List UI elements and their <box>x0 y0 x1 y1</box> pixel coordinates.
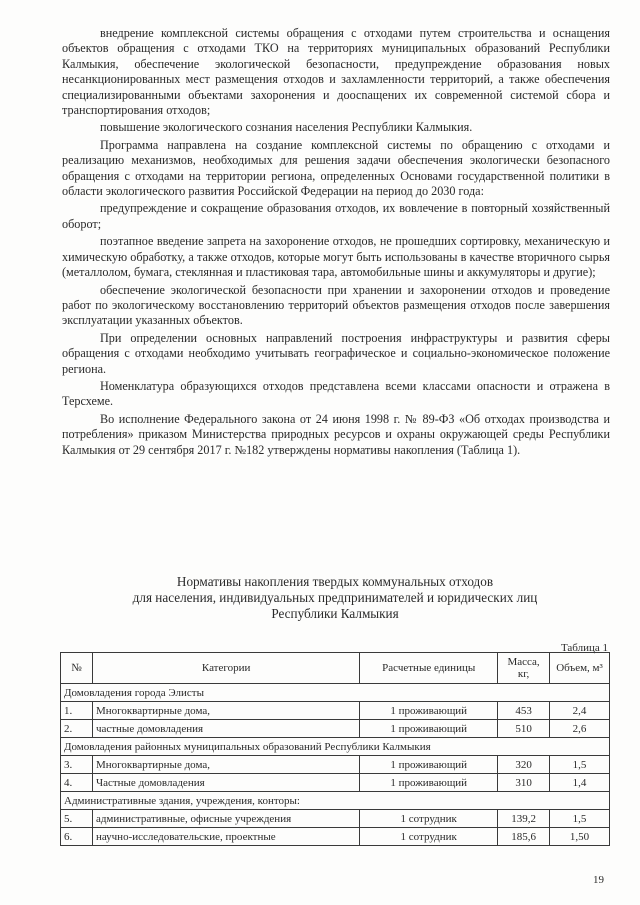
caption-line: Нормативы накопления твердых коммунальных отходов <box>176 574 494 589</box>
cell-unit: 1 проживающий <box>360 702 498 720</box>
cell-mass: 310 <box>498 774 550 792</box>
table-row <box>61 774 610 792</box>
table-label: Таблица 1 <box>560 642 608 654</box>
body-text <box>62 26 610 460</box>
cell-unit: 1 сотрудник <box>360 810 498 828</box>
header-mass: Масса, кг, <box>498 653 550 684</box>
paragraph: повышение экологического сознания населения Республики Калмыкия. <box>100 120 473 135</box>
cell-category: Многоквартирные дома, <box>92 756 359 774</box>
group-title: Домовладения районных муниципальных образований Республики Калмыкия <box>61 738 610 756</box>
cell-mass: 320 <box>498 756 550 774</box>
table-row <box>61 756 610 774</box>
cell-num: 2. <box>61 720 93 738</box>
cell-volume: 1,50 <box>550 828 610 846</box>
group-row <box>61 684 610 702</box>
paragraph: Программа направлена на создание комплексной системы по обращению с отходами и реализацию механизмов, необходимых для решения задачи обеспечения экологически безопасного обращения с отходами на территории региона, определенных Основами государственной политики в области экологического развития Российской Федерации на период до 2030 года: <box>62 137 610 199</box>
table-row <box>61 828 610 846</box>
cell-unit: 1 проживающий <box>360 756 498 774</box>
cell-unit: 1 сотрудник <box>360 828 498 846</box>
paragraph: Во исполнение Федерального закона от 24 июня 1998 г. № 89-ФЗ «Об отходах производства и потребления» приказом Министерства природных ресурсов и охраны окружающей среды Республики Калмыкия от 29 сентября 2017 г. №182 утверждены нормативы накопления (Таблица 1). <box>62 411 610 457</box>
cell-category: частные домовладения <box>92 720 359 738</box>
header-category: Категории <box>92 653 359 684</box>
paragraph: При определении основных направлений построения инфраструктуры и развития сферы обращения с отходами необходимо учитывать географическое и социально-экономическое положение региона. <box>62 330 610 376</box>
table-caption <box>60 574 610 622</box>
paragraph: предупреждение и сокращение образования отходов, их вовлечение в повторный хозяйственный оборот; <box>62 201 610 231</box>
cell-num: 4. <box>61 774 93 792</box>
cell-mass: 453 <box>498 702 550 720</box>
norms-table <box>60 652 610 846</box>
cell-mass: 510 <box>498 720 550 738</box>
cell-volume: 2,6 <box>550 720 610 738</box>
cell-volume: 2,4 <box>550 702 610 720</box>
caption-line: Республики Калмыкия <box>271 606 399 621</box>
paragraph: Номенклатура образующихся отходов представлена всеми классами опасности и отражена в Терсхеме. <box>62 378 610 409</box>
cell-num: 3. <box>61 756 93 774</box>
cell-num: 5. <box>61 810 93 828</box>
cell-mass: 185,6 <box>498 828 550 846</box>
page-number: 19 <box>593 874 604 886</box>
cell-num: 1. <box>61 702 93 720</box>
cell-volume: 1,4 <box>550 774 610 792</box>
group-row <box>61 792 610 810</box>
table-row <box>61 810 610 828</box>
paragraph: поэтапное введение запрета на захоронение отходов, не прошедших сортировку, механическую и химическую обработку, а также отходов, которые могут быть использованы в качестве вторичного сырья (металлолом, бумага, стеклянная и пластиковая тара, автомобильные шины и аккумуляторы и другие); <box>62 234 610 280</box>
cell-unit: 1 проживающий <box>360 720 498 738</box>
cell-volume: 1,5 <box>550 756 610 774</box>
cell-category: Многоквартирные дома, <box>92 702 359 720</box>
group-row <box>61 738 610 756</box>
paragraph: внедрение комплексной системы обращения с отходами путем строительства и оснащения объектов обращения с отходами ТКО на территориях муниципальных образований Республики Калмыкия, обеспечение экологической безопасности, предупреждение образования новых несанкционированных мест размещения отходов и захламленности территорий, а также обеспечения специализированными объектами захоронения и доосnащених их современной системой сбора и транспортирования отходов; <box>62 26 610 118</box>
cell-unit: 1 проживающий <box>360 774 498 792</box>
cell-category: Частные домовладения <box>92 774 359 792</box>
header-unit: Расчетные единицы <box>360 653 498 684</box>
group-title: Домовладения города Элисты <box>61 684 610 702</box>
header-volume: Объем, м³ <box>550 653 610 684</box>
group-title: Административные здания, учреждения, конторы: <box>61 792 610 810</box>
cell-mass: 139,2 <box>498 810 550 828</box>
paragraph: обеспечение экологической безопасности при хранении и захоронении отходов и проведение работ по экологическому восстановлению территорий объектов размещения отходов после завершения эксплуатации указанных объектов. <box>62 282 610 328</box>
cell-category: административные, офисные учреждения <box>92 810 359 828</box>
header-num: № <box>61 653 93 684</box>
cell-num: 6. <box>61 828 93 846</box>
table-header-row <box>61 653 610 684</box>
table-row <box>61 702 610 720</box>
caption-line: для населения, индивидуальных предпринимателей и юридических лиц <box>132 590 538 605</box>
table-row <box>61 720 610 738</box>
cell-volume: 1,5 <box>550 810 610 828</box>
cell-category: научно-исследовательские, проектные <box>92 828 359 846</box>
